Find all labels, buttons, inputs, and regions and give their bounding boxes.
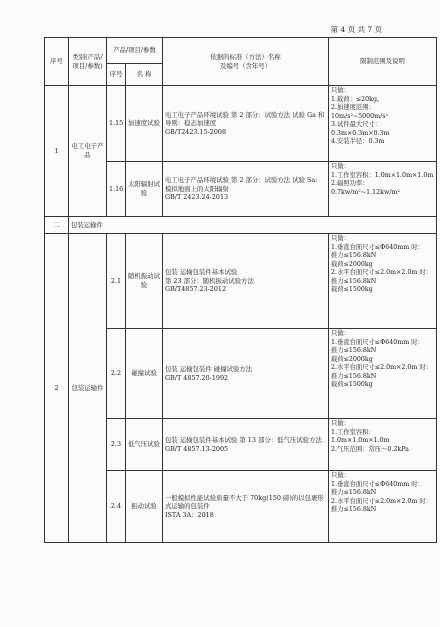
page-number: 第 4 页 共 7 页 (330, 25, 382, 34)
section2-title: 包装运输件 (69, 217, 437, 234)
row-limits: 只做： 1.垂直台面尺寸≤Φ640mm 时： 推力≤156.8kN 载荷≤2000kg 2.水平台面尺寸≤2.0m×2.0m 时： 推力≤156.8kN 载荷≤1500kg (329, 329, 437, 419)
row-no: 1.16 (107, 162, 126, 217)
row-limits: 只做： 1.垂直台面尺寸≤Φ640mm 时： 推力≤156.8kN 载荷≤2000kg 2.水平台面尺寸≤2.0m×2.0m 时： 推力≤156.8kN 载荷≤1500kg (329, 234, 437, 329)
row-standard: 包装 运输包装件 碰撞试验方法 GB/T 4857.20-1992 (163, 329, 329, 419)
table-row (45, 86, 437, 162)
row-no: 1.15 (107, 86, 126, 162)
header-sub-seq: 序号 (107, 64, 126, 86)
row-standard: 一般模拟性能试验质量不大于 70kg(150 磅)的以包裹形式运输的包装件 ISTA 3A：2018 (163, 471, 329, 543)
row-limits: 只做： 1.垂直台面尺寸≤Φ640mm 时： 推力≤156.8kN 2.水平台面尺寸≤2.0m×2.0m 时： 推力≤156.8kN (329, 471, 437, 543)
row-name: 碰撞试验 (126, 329, 163, 419)
section2-title-no: 二 (45, 217, 69, 234)
section2-title-row (45, 217, 437, 234)
row-standard: 包装 运输包装件基本试验 第 23 部分：随机振动试验方法 GB/T4857.23-2012 (163, 234, 329, 329)
section1-category: 电工电子产品 (69, 86, 107, 217)
header-category: 类别(产品/项目/参数) (69, 38, 107, 86)
section1-seq: 1 (45, 86, 69, 217)
header-items: 产品/项目/参数 (107, 38, 163, 64)
section2-category: 包装运输件 (69, 234, 107, 543)
row-name: 太阳辐射试验 (126, 162, 163, 217)
header-row (45, 38, 437, 64)
row-standard: 电工电子产品环境试验 第 2 部分：试验方法 试验 Sa：模拟地面上的太阳辐射 GB/T 2423.24-2013 (163, 162, 329, 217)
row-limits: 只做： 1.工作室容积： 1.0m×1.0m×1.0m 2.气压范围：常压～0.2kPa (329, 419, 437, 471)
row-name: 随机振动试验 (126, 234, 163, 329)
row-standard: 电工电子产品环境试验 第 2 部分：试验方法 试验 Ga 和导则：稳态加速度 GB/T2423.15-2008 (163, 86, 329, 162)
table-row (45, 234, 437, 329)
header-name: 名 称 (126, 64, 163, 86)
section2-seq: 2 (45, 234, 69, 543)
row-name: 振动试验 (126, 471, 163, 543)
row-standard: 包装 运输包装件基本试验 第 13 部分：低气压试验方法 GB/T 4857.13-2005 (163, 419, 329, 471)
row-no: 2.1 (107, 234, 126, 329)
header-standard: 依据的标准（方法）名称 及编号（含年号） (163, 38, 329, 86)
row-no: 2.3 (107, 419, 126, 471)
row-limits: 只做： 1.工作室容积：1.0m×1.0m×1.0m 2.辐照功率： 0.7kw/m²~1.12kw/m² (329, 162, 437, 217)
row-name: 低气压试验 (126, 419, 163, 471)
header-limits: 限制范围及说明 (329, 38, 437, 86)
row-no: 2.2 (107, 329, 126, 419)
header-seq: 序号 (45, 38, 69, 86)
row-limits: 只做： 1.载荷：≤20kg。 2.加速度范围： 10m/s²~5000m/s² 3.试件最大尺寸：0.3m×0.3m×0.3m 4.安装半径：0.3m (329, 86, 437, 162)
row-name: 加速度试验 (126, 86, 163, 162)
row-no: 2.4 (107, 471, 126, 543)
accreditation-table (44, 37, 437, 543)
